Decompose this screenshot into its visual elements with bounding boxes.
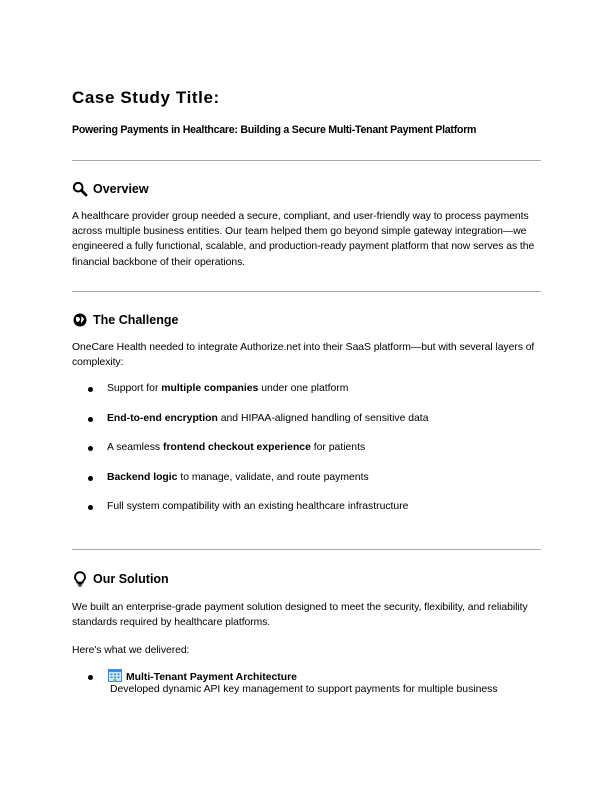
list-item <box>88 442 538 472</box>
bold-text: frontend checkout experience <box>163 442 311 453</box>
list-item <box>88 472 538 502</box>
lightbulb-icon <box>72 571 88 587</box>
bullet <box>88 675 93 680</box>
bullet <box>88 505 93 510</box>
bullet <box>88 446 93 451</box>
text: Full system compatibility with an existing healthcare infrastructure <box>107 501 409 512</box>
text: Support for <box>107 383 162 394</box>
list-item <box>88 383 538 413</box>
magnifier-icon <box>72 181 88 197</box>
divider <box>72 549 541 550</box>
solution-item <box>88 669 548 701</box>
document-subtitle: Powering Payments in Healthcare: Building a Secure Multi-Tenant Payment Platform <box>72 124 477 136</box>
overview-paragraph: A healthcare provider group needed a secure, compliant, and user-friendly way to process payments across multiple business entities. Our team helped them go beyond simple gateway integration—we engineered a fully functional, scalable, and production-ready payment platform that now serves as the financial backbone of their operations. <box>72 211 535 268</box>
section-title: The Challenge <box>93 313 179 327</box>
solution-item-title-row <box>108 669 297 685</box>
solution-intro: We built an enterprise-grade payment solution designed to meet the security, flexibility, and reliability standards required by healthcare platforms. <box>72 602 528 629</box>
bold-text: multiple companies <box>161 383 259 394</box>
section-title: Our Solution <box>93 572 169 586</box>
section-heading-solution <box>72 571 169 587</box>
section-heading-overview <box>72 181 149 197</box>
text: and HIPAA-aligned handling of sensitive data <box>217 412 429 424</box>
solution-item-title: Multi-Tenant Payment Architecture <box>126 671 297 683</box>
text: for patients <box>310 442 366 453</box>
building-icon <box>108 669 122 685</box>
bullet <box>88 417 93 422</box>
challenge-intro: OneCare Health needed to integrate Authorize.net into their SaaS platform—but with several layers of complexity: <box>72 342 535 369</box>
section-heading-challenge <box>72 312 178 328</box>
bullet <box>88 476 93 481</box>
globe-puzzle-icon <box>72 312 88 328</box>
section-title: Overview <box>93 182 149 196</box>
list-item <box>88 501 538 531</box>
text: A seamless <box>107 442 164 453</box>
delivered-label: Here's what we delivered: <box>72 645 190 656</box>
divider <box>72 291 541 292</box>
bold-text: Backend logic <box>107 471 178 483</box>
bold-text: End-to-end encryption <box>107 412 218 424</box>
divider <box>72 160 541 161</box>
bullet <box>88 387 93 392</box>
solution-item-description: Developed dynamic API key management to support payments for multiple business <box>110 684 498 695</box>
challenge-list <box>88 383 538 531</box>
text: under one platform <box>258 383 349 394</box>
list-item <box>88 413 538 443</box>
text: to manage, validate, and route payments <box>177 471 369 483</box>
document-title: Case Study Title: <box>72 88 220 107</box>
